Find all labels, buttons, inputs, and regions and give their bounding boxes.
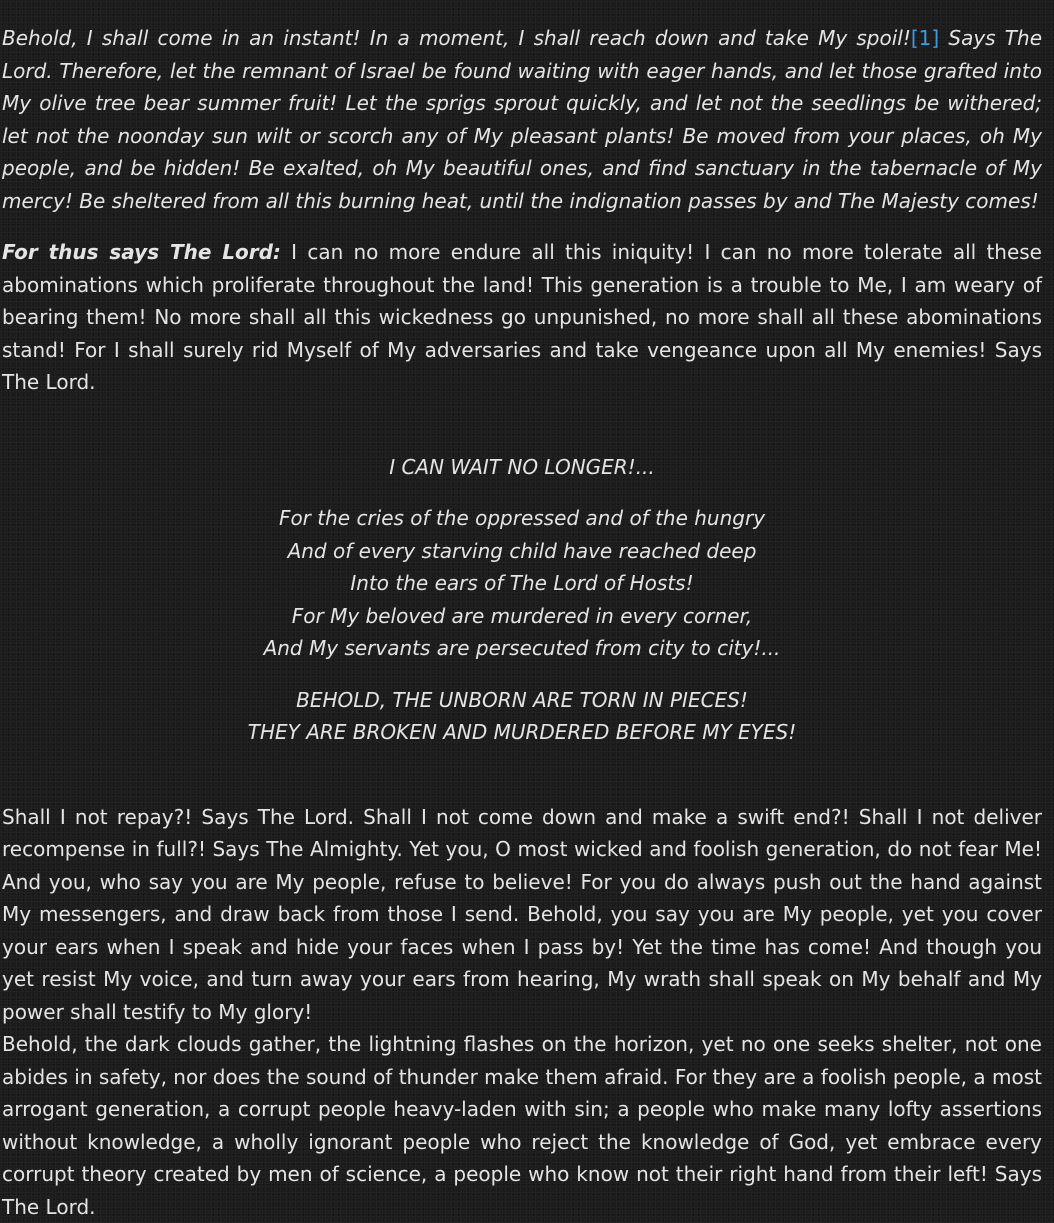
intro-text-start: Behold, I shall come in an instant! In a moment, I shall reach down and take My spoil! — [2, 26, 911, 50]
poem-line: And of every starving child have reached deep — [287, 538, 757, 563]
poem-line: BEHOLD, THE UNBORN ARE TORN IN PIECES! — [296, 687, 748, 712]
poem-block — [2, 451, 1042, 749]
poem-line: Into the ears of The Lord of Hosts! — [350, 571, 694, 595]
poem-line: And My servants are persecuted from city to city!... — [263, 636, 781, 660]
intro-paragraph — [2, 22, 1042, 217]
proclamation-paragraph — [2, 236, 1042, 399]
poem-stanza-2 — [2, 684, 1042, 749]
poem-stanza-1 — [2, 502, 1042, 665]
footnote-link[interactable]: [1] — [910, 26, 940, 50]
poem-line: For the cries of the oppressed and of the hungry — [278, 506, 766, 530]
intro-text-end: Says The Lord. Therefore, let the remnant of Israel be found waiting with eager hands, and let those grafted into My olive tree bear summer fruit! Let the sprigs sprout quickly, and let not the seedlings be withered; let not the noonday sun wilt or scorch any of My pleasant plants! Be moved from your places, oh My people, and be hidden! Be exalted, oh My beautiful ones, and find sanctuary in the tabernacle of My mercy! Be sheltered from all this burning heat, until the indignation passes by and The Majesty comes! — [2, 26, 1042, 213]
proclamation-text: I can no more endure all this iniquity! I can no more tolerate all these abominations which proliferate throughout the land! This generation is a trouble to Me, I am weary of bearing them! No more shall all this wickedness go unpunished, no more shall all these abominations stand! For I shall surely rid Myself of My adversaries and take vengeance upon all My enemies! Says The Lord. — [2, 240, 1042, 394]
poem-line: THEY ARE BROKEN AND MURDERED BEFORE MY EYES! — [247, 720, 797, 744]
dark-clouds-paragraph: Behold, the dark clouds gather, the lightning flashes on the horizon, yet no one seeks shelter, not one abides in safety, nor does the sound of thunder make them afraid. For they are a foolish people, a most arrogant generation, a corrupt people heavy-laden with sin; a people who make many lofty assertions without knowledge, a wholly ignorant people who reject the knowledge of God, yet embrace every corrupt theory created by men of science, a people who know not their right hand from their left! Says The Lord. — [2, 1032, 1042, 1219]
repay-paragraph: Shall I not repay?! Says The Lord. Shall I not come down and make a swift end?! Shall I not deliver recompense in full?! Says The Almighty. Yet you, O most wicked and foolish generation, do not fear Me! And you, who say you are My people, refuse to believe! For you do always push out the hand against My messengers, and draw back from those I send. Behold, you say you are My people, yet you cover your ears when I speak and hide your faces when I pass by! Yet the time has come! And though you yet resist My voice, and turn away your ears from hearing, My wrath shall speak on My behalf and My power shall testify to My glory! — [2, 804, 1042, 1024]
poem-heading: I CAN WAIT NO LONGER!... — [389, 454, 655, 479]
poem-line: For My beloved are murdered in every corner, — [291, 603, 753, 628]
proclamation-lead-in: For thus says The Lord: — [2, 240, 281, 264]
